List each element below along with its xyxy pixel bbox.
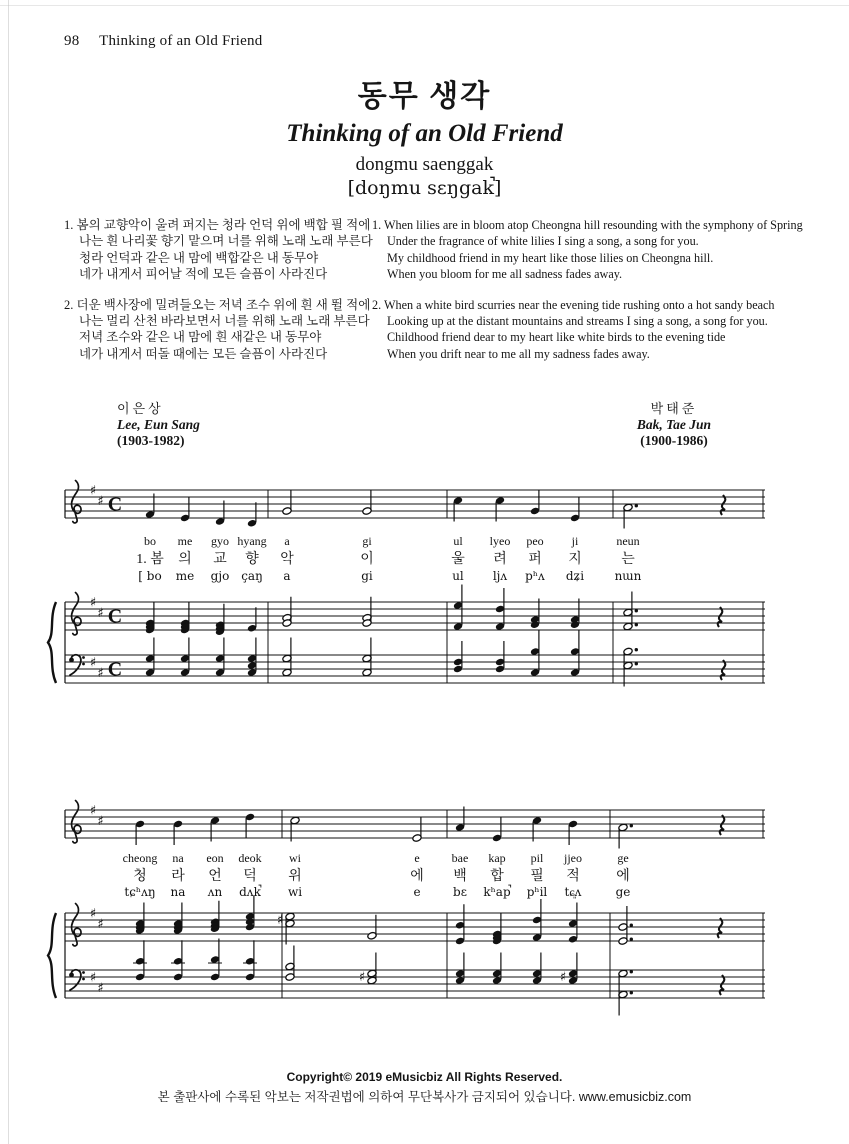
lyric-syllable: e (413, 885, 421, 899)
lyric-syllable: e (414, 851, 420, 865)
page-number: 98 (64, 33, 80, 49)
verse-line: 1. When lilies are in bloom atop Cheongna hill resounding with the symphony of Spring (372, 218, 803, 232)
copyright-line: Copyright© 2019 eMusicbiz All Rights Reserved. (286, 1070, 563, 1084)
lyric-syllable: 백 (453, 869, 467, 884)
lyric-syllable: me (177, 534, 193, 548)
lyric-syllable: lyeo (489, 534, 511, 548)
verse-line: When you drift near to me all my sadness fades away. (387, 346, 650, 361)
lyric-syllable: 라 (171, 869, 185, 884)
augmentation-dot (630, 970, 633, 973)
lyric-syllable: wi (287, 885, 303, 899)
bass-clef-icon (82, 656, 85, 659)
verse-line: Under the fragrance of white lilies I sing a song, a song for you. (387, 234, 699, 249)
title-korean: 동무 생각 (357, 80, 492, 113)
lyric-syllable: 적 (566, 869, 580, 884)
lyric-syllable: wi (289, 851, 301, 865)
quarter-rest (718, 607, 723, 627)
bass-clef-icon (82, 978, 85, 981)
lyric-syllable: kʰap̚ (483, 885, 511, 899)
augmentation-dot (630, 924, 633, 927)
lyric-syllable: ji (571, 534, 579, 548)
lyric-syllable: ge (615, 885, 631, 899)
sharp-accidental: ♯ (276, 913, 284, 928)
bass-clef-icon (82, 663, 85, 666)
website-text: www.emusicbiz.com (578, 1090, 692, 1104)
sharp-accidental: ♯ (559, 970, 567, 985)
lyric-syllable: bɛ (453, 885, 467, 899)
bass-clef-icon (69, 658, 74, 663)
time-signature: C (107, 493, 123, 516)
lyric-syllable: 덕 (243, 869, 257, 884)
verse-line: 1. 봄의 교향악이 울려 퍼지는 청라 언덕 위에 백합 필 적에 (64, 218, 371, 232)
verse-line: My childhood friend in my heart like those lilies on Cheongna hill. (387, 250, 714, 265)
lyric-syllable: eon (206, 851, 224, 865)
verse-line: 나는 멀리 산천 바라보면서 너를 위해 노래 노래 부른다 (79, 314, 370, 329)
key-signature-sharp: ♯ (89, 483, 97, 499)
lyric-syllable: 에 (410, 869, 424, 884)
lyric-syllable: 위 (288, 869, 302, 884)
lyric-syllable: ljʌ (492, 569, 508, 583)
key-signature-sharp: ♯ (97, 605, 104, 621)
augmentation-dot (630, 824, 633, 827)
time-signature: C (107, 605, 123, 628)
verse-line: 나는 흰 나리꽃 향기 맡으며 너를 위해 노래 노래 부른다 (79, 234, 373, 249)
key-signature-sharp: ♯ (89, 655, 97, 671)
treble-clef-icon (72, 593, 81, 635)
verse-line: 2. 더운 백사장에 밀려들오는 저녁 조수 위에 흰 새 뛸 적에 (64, 297, 371, 312)
key-signature-sharp: ♯ (97, 665, 104, 681)
composer-name-romanized: Bak, Tae Jun (636, 416, 712, 432)
lyric-syllable: gjo (210, 569, 230, 583)
lyric-syllable: 1. 봄 (136, 552, 164, 567)
lyric-syllable: 필 (530, 869, 544, 884)
lyric-syllable: ge (617, 851, 629, 865)
key-signature-sharp: ♯ (97, 493, 104, 509)
lyricist-name-romanized: Lee, Eun Sang (117, 416, 200, 432)
lyric-syllable: çaŋ (241, 569, 263, 583)
lyric-syllable: na (172, 851, 184, 865)
lyric-syllable: ul (452, 569, 464, 583)
lyric-syllable: 합 (490, 869, 504, 884)
lyric-syllable: nɯn (614, 569, 642, 583)
composer-years: (1900-1986) (640, 432, 708, 448)
augmentation-dot (635, 648, 638, 651)
lyric-syllable: hyang (237, 534, 267, 548)
lyric-syllable: 는 (621, 552, 635, 567)
verse-line: 네가 내게서 떠돌 때에는 모든 슬픔이 사라진다 (79, 346, 328, 361)
lyric-syllable: gyo (211, 534, 229, 548)
lyricist-name-korean: 이은상 (117, 401, 164, 416)
lyric-syllable: [ bo (138, 569, 162, 583)
lyric-syllable: bo (144, 534, 156, 548)
brace (48, 913, 56, 998)
lyricist-years: (1903-1982) (117, 432, 185, 448)
lyric-syllable: 울 (451, 552, 465, 567)
treble-clef-icon (72, 801, 81, 843)
quarter-rest (721, 495, 726, 515)
lyric-syllable: gi (361, 569, 373, 583)
brace (48, 602, 56, 683)
notice-line (0, 1087, 849, 1105)
lyric-syllable: 언 (208, 869, 222, 884)
lyric-syllable: 향 (245, 552, 259, 567)
lyric-syllable: cheong (122, 851, 158, 865)
lyric-syllable: 지 (568, 552, 582, 567)
title-romanization: dongmu saenggak (355, 154, 494, 175)
lyric-syllable: pʰʌ (525, 569, 545, 583)
key-signature-sharp: ♯ (97, 813, 104, 829)
lyric-syllable: dʌk̚ (239, 885, 261, 899)
augmentation-dot (635, 662, 638, 665)
page-footer (0, 1070, 849, 1105)
lyric-syllable: ʌn (207, 885, 223, 899)
lyric-syllable: pʰil (526, 885, 548, 899)
treble-clef-icon (72, 904, 81, 946)
lyric-syllable: 악 (280, 552, 294, 567)
lyric-syllable: deok (238, 851, 262, 865)
title-ipa: [doŋmu sɛŋgak̚] (347, 177, 502, 199)
lyric-syllable: jjeo (564, 851, 582, 865)
augmentation-dot (635, 609, 638, 612)
lyric-syllable: a (284, 534, 290, 548)
lyric-syllable: 퍼 (528, 552, 542, 567)
lyric-syllable: tɕʰʌŋ (124, 885, 156, 899)
lyric-syllable: pil (530, 851, 544, 865)
verse-line: Looking up at the distant mountains and streams I sing a song, a song for you. (387, 314, 768, 329)
verse-line: When you bloom for me all sadness fades away. (387, 267, 623, 282)
lyric-syllable: 청 (133, 869, 147, 884)
lyric-syllable: gi (362, 534, 372, 548)
quarter-rest (720, 815, 725, 835)
quarter-rest (718, 918, 723, 938)
lyric-syllable: 이 (360, 552, 374, 567)
verse-line: 청라 언덕과 같은 내 맘에 백합같은 내 동무야 (79, 250, 319, 265)
lyric-syllable: 에 (616, 869, 630, 884)
lyric-syllable: peo (526, 534, 544, 548)
quarter-rest (720, 975, 725, 995)
lyric-syllable: 교 (213, 552, 227, 567)
lyric-syllable: dʑi (565, 569, 585, 583)
lyric-syllable: ul (453, 534, 463, 548)
lyric-syllable: me (175, 569, 195, 583)
lyric-syllable: 려 (493, 552, 507, 567)
key-signature-sharp: ♯ (89, 803, 97, 819)
augmentation-dot (630, 938, 633, 941)
lyric-syllable: tɕ͈ʌ (564, 885, 582, 899)
lyric-syllable: bae (451, 851, 469, 865)
key-signature-sharp: ♯ (89, 595, 97, 611)
lyric-syllable: kap (488, 851, 506, 865)
augmentation-dot (630, 991, 633, 994)
title-english: Thinking of an Old Friend (286, 120, 563, 147)
running-title: Thinking of an Old Friend (99, 33, 263, 49)
lyric-syllable: neun (616, 534, 640, 548)
augmentation-dot (635, 504, 638, 507)
bass-clef-icon (69, 973, 74, 978)
key-signature-sharp: ♯ (89, 906, 97, 922)
bass-clef-icon (82, 971, 85, 974)
lyric-syllable: a (283, 569, 291, 583)
key-signature-sharp: ♯ (97, 916, 104, 932)
time-signature: C (107, 658, 123, 681)
verse-line: 네가 내게서 피어날 적에 모든 슬픔이 사라진다 (79, 267, 328, 282)
augmentation-dot (635, 623, 638, 626)
verse-line: 저녁 조수와 같은 내 맘에 흰 새같은 내 동무야 (79, 330, 322, 345)
quarter-rest (721, 660, 726, 680)
composer-name-korean: 박태준 (650, 401, 698, 416)
key-signature-sharp: ♯ (97, 980, 104, 996)
copyright-notice-korean: 본 출판사에 수록된 악보는 저작권법에 의하여 무단복사가 금지되어 있습니다. (157, 1090, 576, 1104)
key-signature-sharp: ♯ (89, 970, 97, 986)
sharp-accidental: ♯ (358, 970, 366, 985)
verse-line: Childhood friend dear to my heart like white birds to the evening tide (387, 330, 726, 345)
lyric-syllable: na (170, 885, 186, 899)
verse-line: 2. When a white bird scurries near the evening tide rushing onto a hot sandy beach (372, 297, 775, 312)
treble-clef-icon (72, 481, 81, 523)
lyric-syllable: 의 (178, 552, 192, 567)
